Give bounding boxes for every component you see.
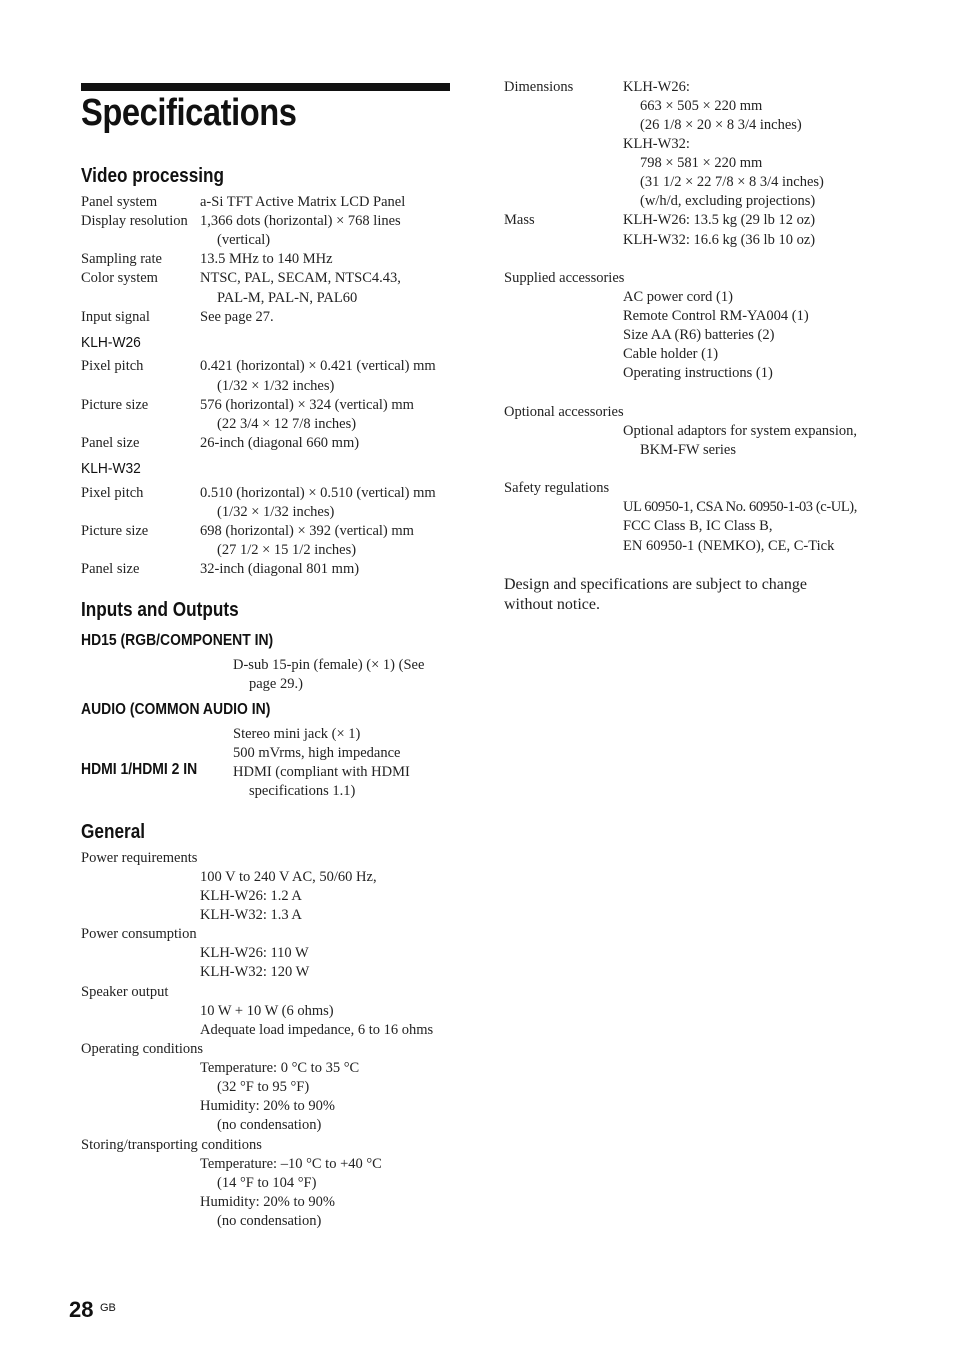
panel-system-label: Panel system xyxy=(81,194,158,210)
supplied-accessories-label: Supplied accessories xyxy=(504,270,625,286)
audio-value: Stereo mini jack (× 1) xyxy=(233,726,361,742)
operating-condensation: (no condensation) xyxy=(217,1117,322,1133)
input-signal-value: See page 27. xyxy=(200,309,274,325)
w32-pixel-pitch-inches: (1/32 × 1/32 inches) xyxy=(217,504,335,520)
hdmi-heading: HDMI 1/HDMI 2 IN xyxy=(81,761,198,778)
optional-accessories-series: BKM-FW series xyxy=(640,442,736,458)
w26-picture-size-value: 576 (horizontal) × 324 (vertical) mm xyxy=(200,397,414,413)
disclaimer-line-1: Design and specifications are subject to change xyxy=(504,576,807,593)
hd15-heading: HD15 (RGB/COMPONENT IN) xyxy=(81,632,274,649)
list-item: Size AA (R6) batteries (2) xyxy=(623,327,775,343)
video-processing-heading: Video processing xyxy=(81,165,225,187)
w32-picture-size-value: 698 (horizontal) × 392 (vertical) mm xyxy=(200,523,414,539)
mass-w26: KLH-W26: 13.5 kg (29 lb 12 oz) xyxy=(623,212,816,228)
color-system-value: NTSC, PAL, SECAM, NTSC4.43, xyxy=(200,270,401,286)
display-resolution-value-cont: (vertical) xyxy=(217,232,271,248)
power-requirements-label: Power requirements xyxy=(81,850,198,866)
list-item: Remote Control RM-YA004 (1) xyxy=(623,308,809,324)
speaker-output-value: 10 W + 10 W (6 ohms) xyxy=(200,1003,334,1019)
power-requirements-w26: KLH-W26: 1.2 A xyxy=(200,888,302,904)
w32-panel-size-value: 32-inch (diagonal 801 mm) xyxy=(200,561,360,577)
w32-pixel-pitch-value: 0.510 (horizontal) × 0.510 (vertical) mm xyxy=(200,485,436,501)
dimensions-note: (w/h/d, excluding projections) xyxy=(640,193,816,209)
w26-pixel-pitch-inches: (1/32 × 1/32 inches) xyxy=(217,378,335,394)
disclaimer-line-2: without notice. xyxy=(504,596,600,613)
mass-w32: KLH-W32: 16.6 kg (36 lb 10 oz) xyxy=(623,232,816,248)
w26-panel-size-value: 26-inch (diagonal 660 mm) xyxy=(200,435,360,451)
w32-picture-size-label: Picture size xyxy=(81,523,149,539)
display-resolution-label: Display resolution xyxy=(81,213,188,229)
title-rule xyxy=(81,83,450,91)
operating-humidity: Humidity: 20% to 90% xyxy=(200,1098,335,1114)
safety-regulations-label: Safety regulations xyxy=(504,480,610,496)
power-consumption-w32: KLH-W32: 120 W xyxy=(200,964,310,980)
model-klh-w26-heading: KLH-W26 xyxy=(81,334,141,351)
storing-humidity: Humidity: 20% to 90% xyxy=(200,1194,335,1210)
dimensions-w26-mm: 663 × 505 × 220 mm xyxy=(640,98,763,114)
operating-temperature-f: (32 °F to 95 °F) xyxy=(217,1079,310,1095)
safety-regulations-ul: UL 60950-1, CSA No. 60950-1-03 (c-UL), xyxy=(623,499,857,515)
w26-picture-size-label: Picture size xyxy=(81,397,149,413)
power-requirements-w32: KLH-W32: 1.3 A xyxy=(200,907,302,923)
w26-pixel-pitch-label: Pixel pitch xyxy=(81,358,144,374)
speaker-output-label: Speaker output xyxy=(81,984,169,1000)
audio-value-cont: 500 mVrms, high impedance xyxy=(233,745,401,761)
list-item: AC power cord (1) xyxy=(623,289,733,305)
color-system-label: Color system xyxy=(81,270,158,286)
sampling-rate-value: 13.5 MHz to 140 MHz xyxy=(200,251,333,267)
hdmi-value-cont: specifications 1.1) xyxy=(249,783,356,799)
mass-label: Mass xyxy=(504,212,535,228)
w26-pixel-pitch-value: 0.421 (horizontal) × 0.421 (vertical) mm xyxy=(200,358,436,374)
storing-temperature: Temperature: –10 °C to +40 °C xyxy=(200,1156,382,1172)
storing-temperature-f: (14 °F to 104 °F) xyxy=(217,1175,317,1191)
speaker-impedance-value: Adequate load impedance, 6 to 16 ohms xyxy=(200,1022,434,1038)
w26-picture-size-inches: (22 3/4 × 12 7/8 inches) xyxy=(217,416,357,432)
page-title: Specifications xyxy=(81,92,297,134)
hdmi-value: HDMI (compliant with HDMI xyxy=(233,764,410,780)
storing-condensation: (no condensation) xyxy=(217,1213,322,1229)
list-item: Cable holder (1) xyxy=(623,346,719,362)
operating-temperature: Temperature: 0 °C to 35 °C xyxy=(200,1060,360,1076)
dimensions-w32-model: KLH-W32: xyxy=(623,136,690,152)
optional-accessories-label: Optional accessories xyxy=(504,404,624,420)
power-consumption-label: Power consumption xyxy=(81,926,197,942)
input-signal-label: Input signal xyxy=(81,309,150,325)
audio-heading: AUDIO (COMMON AUDIO IN) xyxy=(81,701,271,718)
inputs-outputs-heading: Inputs and Outputs xyxy=(81,599,239,621)
safety-regulations-en: EN 60950-1 (NEMKO), CE, C-Tick xyxy=(623,538,835,554)
dimensions-w26-inches: (26 1/8 × 20 × 8 3/4 inches) xyxy=(640,117,802,133)
operating-conditions-label: Operating conditions xyxy=(81,1041,204,1057)
sampling-rate-label: Sampling rate xyxy=(81,251,162,267)
hd15-value: D-sub 15-pin (female) (× 1) (See xyxy=(233,657,425,673)
w32-pixel-pitch-label: Pixel pitch xyxy=(81,485,144,501)
power-requirements-value: 100 V to 240 V AC, 50/60 Hz, xyxy=(200,869,377,885)
optional-accessories-value: Optional adaptors for system expansion, xyxy=(623,423,857,439)
power-consumption-w26: KLH-W26: 110 W xyxy=(200,945,309,961)
dimensions-w32-inches: (31 1/2 × 22 7/8 × 8 3/4 inches) xyxy=(640,174,824,190)
page-number: 28 xyxy=(69,1297,94,1322)
hd15-value-cont: page 29.) xyxy=(249,676,303,692)
dimensions-w32-mm: 798 × 581 × 220 mm xyxy=(640,155,763,171)
dimensions-label: Dimensions xyxy=(504,79,574,95)
w32-panel-size-label: Panel size xyxy=(81,561,140,577)
color-system-value-cont: PAL-M, PAL-N, PAL60 xyxy=(217,290,358,306)
w26-panel-size-label: Panel size xyxy=(81,435,140,451)
safety-regulations-fcc: FCC Class B, IC Class B, xyxy=(623,518,773,534)
model-klh-w32-heading: KLH-W32 xyxy=(81,460,141,477)
language-code: GB xyxy=(100,1302,116,1314)
display-resolution-value: 1,366 dots (horizontal) × 768 lines xyxy=(200,213,401,229)
storing-conditions-label: Storing/transporting conditions xyxy=(81,1137,262,1153)
general-heading: General xyxy=(81,821,146,843)
list-item: Operating instructions (1) xyxy=(623,365,773,381)
panel-system-value: a-Si TFT Active Matrix LCD Panel xyxy=(200,194,406,210)
dimensions-w26-model: KLH-W26: xyxy=(623,79,690,95)
w32-picture-size-inches: (27 1/2 × 15 1/2 inches) xyxy=(217,542,357,558)
